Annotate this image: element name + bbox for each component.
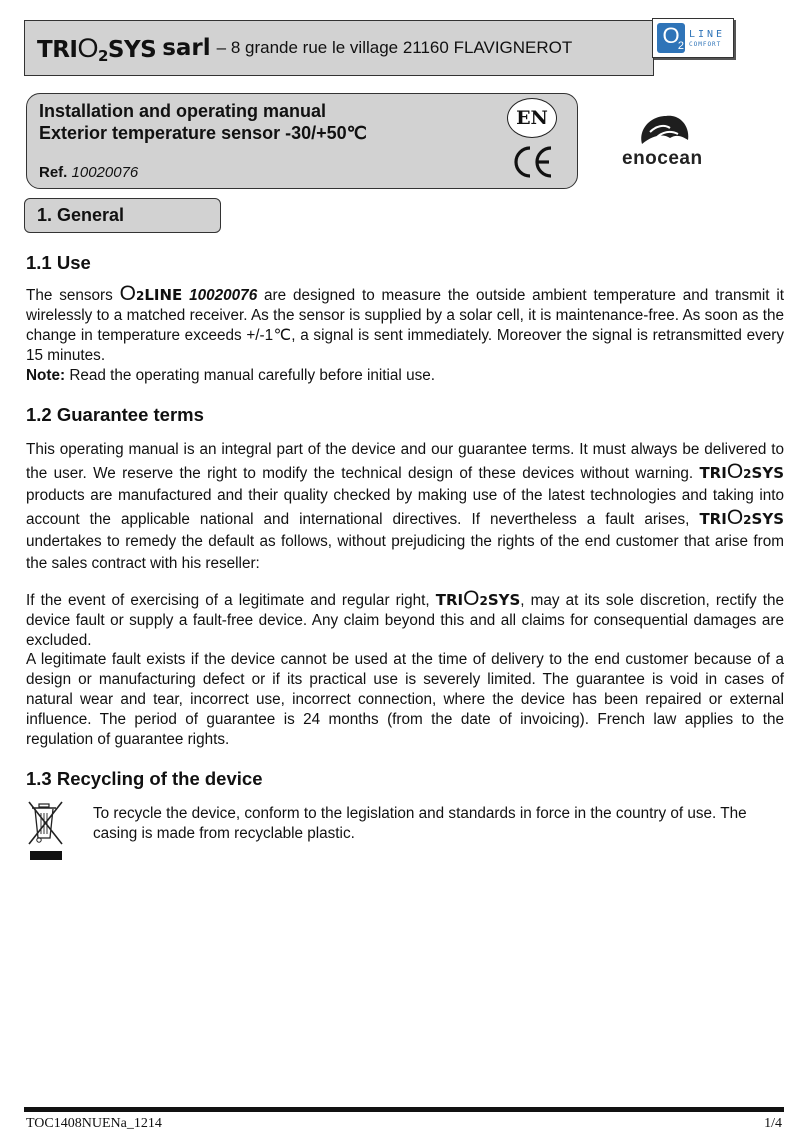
paragraph-guarantee-1: This operating manual is an integral part of the device and our guarantee terms. It must always be delivered to the user. We reserve the right to modify the technical design of these devices without warning. TRIO2SYS products are manufactured and their quality checked by making use of the latest technologies and taking into account the applicable national and international directives. If nevertheless a fault arises, TRIO2SYS undertakes to remedy the default as follows, without prejudicing the rights of the end customer that arise from the sales contract with his reseller: xyxy=(26,441,784,572)
logo-line-text: LINE xyxy=(689,28,726,40)
manual-title: Installation and operating manual xyxy=(39,101,327,121)
footer-divider xyxy=(24,1107,784,1112)
reference-line: Ref. 10020076 xyxy=(39,164,139,181)
ce-mark-icon xyxy=(511,144,555,180)
language-badge: EN xyxy=(507,98,557,138)
inline-o2line-brand: O2LINE xyxy=(119,282,183,305)
heading-recycling: 1.3 Recycling of the device xyxy=(26,768,263,789)
inline-triosys-brand: TRIO2SYS xyxy=(699,459,784,483)
inline-triosys-brand: TRIO2SYS xyxy=(435,587,521,610)
o2-logo-mark: O 2 xyxy=(657,23,685,53)
manual-title-box xyxy=(26,93,578,189)
company-legal-form: sarl xyxy=(162,35,211,61)
paragraph-guarantee-2: If the event of exercising of a legitimate and regular right, TRIO2SYS, may at its sole discretion, rectify the device fault or supply a fault-free device. Any claim beyond this and all claims for consequential damages are excluded. xyxy=(26,587,785,649)
paragraph-guarantee-3: A legitimate fault exists if the device cannot be used at the time of delivery to the end customer because of a design or manufacturing defect or if its practical use is severely limited. The guarantee is void in cases of natural wear and tear, incorrect use, incorrect connection, where the device has been repaired or external influence. The period of guarantee is 24 months (from the date of invoicing). French law applies to the regulation of guarantee rights. xyxy=(26,651,784,748)
note-label: Note: xyxy=(26,367,66,384)
inline-triosys-brand: TRIO2SYS xyxy=(699,505,784,529)
logo-comfort-text: COMFORT xyxy=(689,40,722,48)
section-general-title: 1. General xyxy=(24,198,221,233)
heading-use: 1.1 Use xyxy=(26,252,91,273)
page-number: 1/4 xyxy=(764,1116,782,1131)
company-header xyxy=(24,20,654,76)
o2-line-comfort-logo xyxy=(652,18,734,58)
paragraph-use: The sensors O2LINE 10020076 are designed to measure the outside ambient temperature and transmit it wirelessly to a matched receiver. As the sensor is supplied by a solar cell, it is maintenance-free. As soon as the change in temperature exceeds +/-1℃, a signal is sent immediately. Moreover the signal is retransmitted every 15 minutes. Note: Read the operating manual carefully before initial use. xyxy=(26,282,785,384)
document-code: TOC1408NUENa_1214 xyxy=(26,1116,162,1131)
heading-guarantee: 1.2 Guarantee terms xyxy=(26,404,204,425)
product-title: Exterior temperature sensor -30/+50℃ xyxy=(39,123,367,143)
company-address: – 8 grande rue le village 21160 FLAVIGNEROT xyxy=(216,38,573,57)
weee-crossed-bin-icon xyxy=(26,800,66,862)
reference-number: 10020076 xyxy=(71,164,139,181)
company-brand: TRIO2SYS xyxy=(37,32,157,65)
recycling-instructions: To recycle the device, conform to the legislation and standards in force in the country of use. The casing is made from recyclable plastic. xyxy=(93,805,747,842)
enocean-wordmark: enocean xyxy=(622,148,703,169)
